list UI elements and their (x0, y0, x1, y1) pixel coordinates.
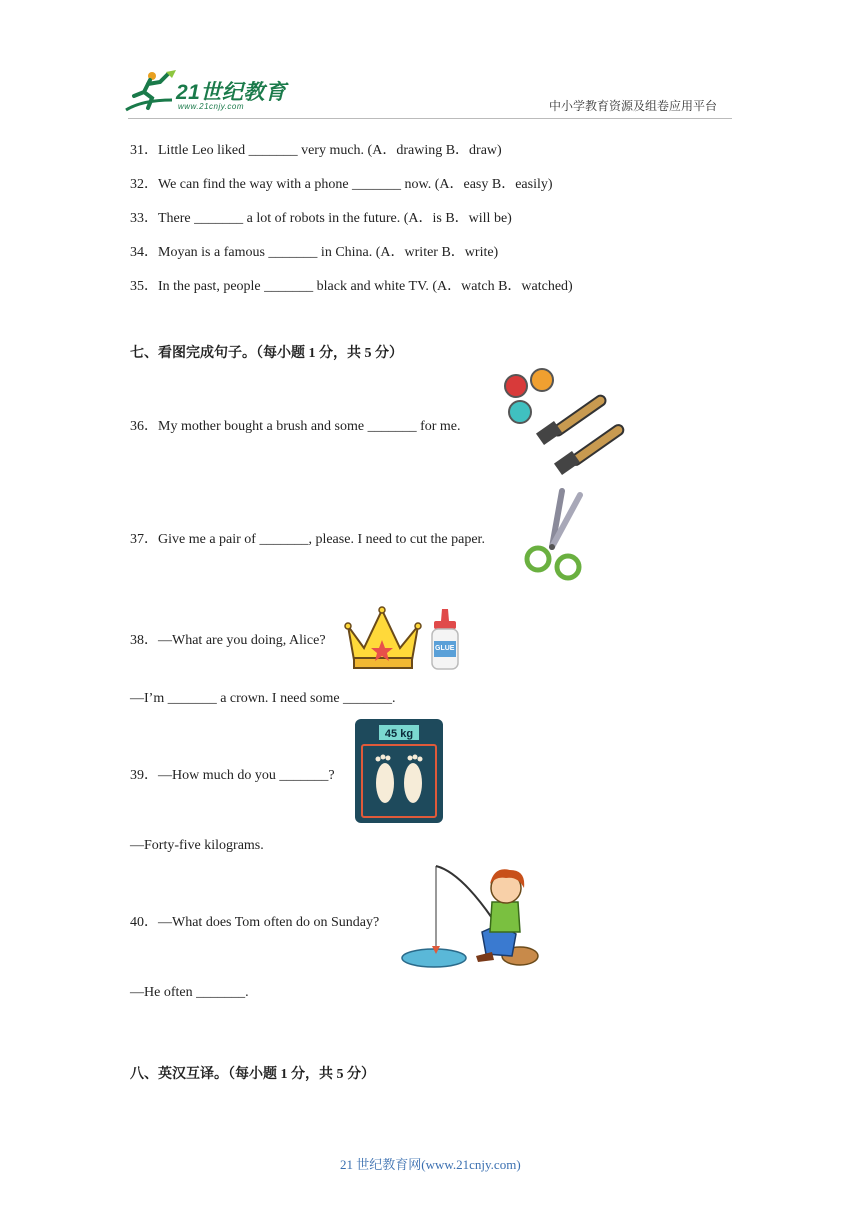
question-35: 35．In the past, people _______ black and white TV. (A．watch B．watched) (130, 279, 573, 294)
scissors-icon (522, 487, 592, 583)
section-8-title: 八、英汉互译。（每小题 1 分，共 5 分） (130, 1067, 375, 1082)
bathroom-scale-icon (355, 719, 443, 823)
glue-icon (428, 607, 462, 671)
scale-reading: 45 kg (384, 728, 414, 740)
question-34: 34．Moyan is a famous _______ in China. (A．writer B．write) (130, 245, 499, 260)
glue-label: GLUE (435, 645, 455, 652)
question-37: 37．Give me a pair of _______, please. I need to cut the paper. (130, 532, 485, 547)
answer-39: —Forty-five kilograms. (130, 838, 264, 853)
footprints-icon (369, 749, 429, 809)
boy-fishing-icon (400, 862, 540, 974)
header-divider (128, 118, 732, 119)
question-36: 36．My mother bought a brush and some _______ for me. (130, 419, 461, 434)
question-40: 40．—What does Tom often do on Sunday? (130, 915, 380, 930)
logo-text: 21世纪教育 (176, 81, 287, 104)
question-38: 38．—What are you doing, Alice? (130, 633, 326, 648)
answer-38: —I’m _______ a crown. I need some _______. (130, 691, 396, 706)
answer-40: —He often _______. (130, 985, 249, 1000)
question-31: 31．Little Leo liked _______ very much. (A．drawing B．draw) (130, 143, 502, 158)
logo-url: www.21cnjy.com (178, 102, 244, 111)
question-32: 32．We can find the way with a phone _______ now. (A．easy B．easily) (130, 177, 553, 192)
site-logo (122, 70, 292, 114)
crown-icon (342, 602, 424, 672)
section-7-title: 七、看图完成句子。（每小题 1 分，共 5 分） (130, 346, 403, 361)
paint-brush-icon (500, 368, 640, 478)
runner-logo-icon (122, 70, 178, 114)
question-39: 39．—How much do you _______? (130, 768, 335, 783)
scale-display (379, 725, 419, 740)
footer-link[interactable]: 21 世纪教育网(www.21cnjy.com) (340, 1157, 521, 1172)
question-33: 33．There _______ a lot of robots in the future. (A．is B．will be) (130, 211, 512, 226)
platform-label: 中小学教育资源及组卷应用平台 (549, 99, 718, 113)
